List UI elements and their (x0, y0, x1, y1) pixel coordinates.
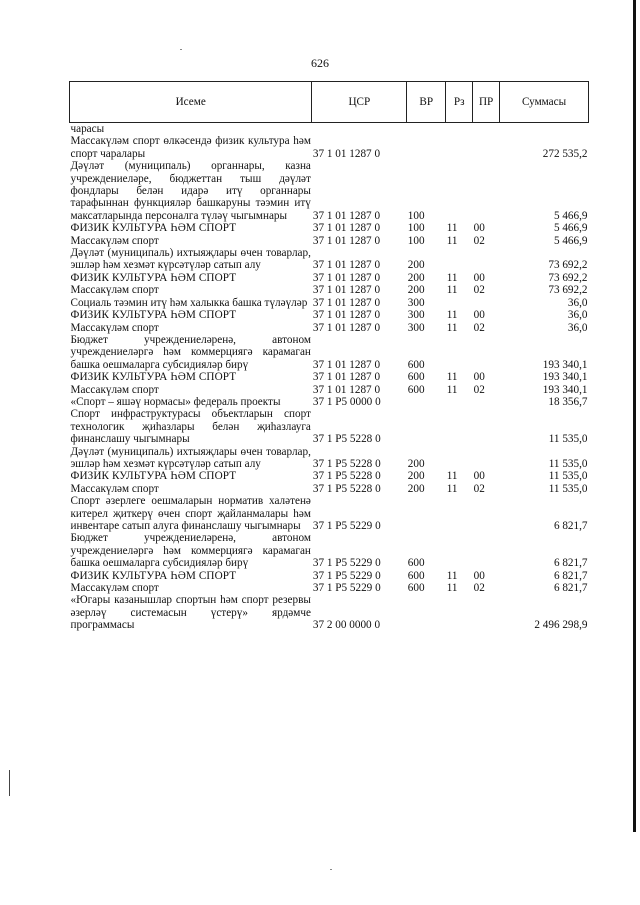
cell-rz (446, 396, 473, 408)
cell-csr: 37 1 P5 5228 0 (312, 470, 381, 483)
cell-name: Массакүләм спорт (70, 582, 159, 595)
cell-rz (446, 247, 473, 272)
cell-csr: 37 1 P5 5229 0 (312, 520, 381, 532)
cell-pr: 02 (473, 582, 485, 595)
cell-sum: 5 466,9 (553, 234, 588, 247)
scan-mark (9, 770, 10, 796)
cell-sum: 6 821,7 (553, 582, 588, 595)
cell-csr: 37 1 01 1287 0 (312, 358, 381, 371)
cell-rz (446, 297, 473, 309)
cell-csr: 37 1 01 1287 0 (312, 284, 381, 297)
cell-rz: 11 (446, 582, 458, 595)
cell-rz (446, 532, 473, 569)
cell-vr: 300 (407, 321, 425, 334)
scan-dust (330, 869, 332, 870)
cell-pr: 02 (473, 482, 485, 495)
cell-vr (407, 123, 446, 136)
cell-sum: 6 821,7 (553, 520, 588, 532)
cell-vr (407, 408, 446, 445)
cell-pr: 02 (473, 284, 485, 297)
cell-pr: 00 (473, 309, 485, 322)
cell-rz: 11 (446, 569, 458, 582)
cell-name: Спорт инфраструктурасы объектларын спорт технологик җиһазлары белән җиһазлауга финанслашу чыгымнары (70, 408, 311, 446)
cell-vr: 100 (407, 234, 425, 247)
table-row (70, 322, 589, 334)
cell-rz: 11 (446, 383, 458, 396)
page-edge-shadow (633, 0, 636, 832)
cell-rz (446, 123, 473, 136)
cell-sum: 272 535,2 (542, 147, 588, 160)
cell-name: Массакүләм спорт (70, 321, 159, 334)
cell-vr (407, 495, 446, 532)
cell-name: Спорт әзерлеге оешмаларын норматив халәтенә китерел җиткерү өчен спорт җайланмалары һәм инвентаре сатып алуга финанслашу чыгымнары (70, 495, 311, 532)
cell-sum: 5 466,9 (553, 209, 588, 222)
cell-pr: 00 (473, 569, 485, 582)
cell-rz (446, 495, 473, 532)
cell-name: ФИЗИК КУЛЬТУРА ҺӘМ СПОРТ (70, 470, 237, 483)
cell-sum: 5 466,9 (553, 222, 588, 235)
cell-pr (473, 247, 500, 272)
cell-vr: 600 (407, 383, 425, 396)
cell-sum: 36,0 (567, 321, 588, 334)
cell-vr: 200 (407, 470, 425, 483)
cell-pr: 00 (473, 222, 485, 235)
cell-name: Дәүләт (муниципаль) ихтыяҗлары өчен товарлар, эшләр һәм хезмәт күрсәтүләр сатып алу (70, 247, 311, 272)
cell-csr: 37 1 01 1287 0 (312, 371, 381, 384)
cell-pr (473, 446, 500, 471)
cell-name: Массакүләм спорт (70, 383, 159, 396)
cell-pr (473, 408, 500, 445)
cell-pr: 00 (473, 371, 485, 384)
cell-csr: 37 1 01 1287 0 (312, 209, 381, 222)
cell-csr: 37 1 01 1287 0 (312, 234, 381, 247)
cell-rz: 11 (446, 222, 458, 235)
cell-vr: 600 (407, 569, 425, 582)
cell-rz: 11 (446, 470, 458, 483)
column-header-vr: ВР (407, 82, 446, 123)
cell-csr: 37 1 P5 5229 0 (312, 569, 381, 582)
table-row (70, 594, 589, 631)
column-header-csr: ЦСР (312, 82, 407, 123)
cell-sum: 73 692,2 (548, 259, 588, 272)
cell-rz: 11 (446, 271, 458, 284)
cell-sum: 11 535,0 (548, 457, 588, 470)
budget-table (69, 81, 589, 632)
cell-vr: 100 (407, 209, 425, 222)
cell-vr: 200 (407, 259, 425, 272)
cell-pr (473, 495, 500, 532)
cell-name: ФИЗИК КУЛЬТУРА ҺӘМ СПОРТ (70, 309, 237, 322)
cell-rz: 11 (446, 371, 458, 384)
cell-pr: 02 (473, 383, 485, 396)
cell-name: ФИЗИК КУЛЬТУРА ҺӘМ СПОРТ (70, 371, 237, 384)
cell-rz: 11 (446, 284, 458, 297)
table-row (70, 495, 589, 532)
table-row (70, 532, 589, 569)
cell-sum: 193 340,1 (542, 358, 588, 371)
cell-csr: 37 1 P5 5229 0 (312, 557, 381, 570)
cell-csr: 37 1 P5 5229 0 (312, 582, 381, 595)
table-row (70, 408, 589, 445)
cell-vr: 200 (407, 284, 425, 297)
table-row (70, 371, 589, 383)
cell-sum: 6 821,7 (553, 557, 588, 570)
cell-rz (446, 135, 473, 160)
cell-name: ФИЗИК КУЛЬТУРА ҺӘМ СПОРТ (70, 271, 237, 284)
cell-sum: 18 356,7 (548, 395, 588, 408)
cell-csr: 37 1 01 1287 0 (312, 296, 381, 309)
table-row (70, 470, 589, 482)
cell-vr: 200 (407, 457, 425, 470)
table-row (70, 272, 589, 284)
cell-vr: 300 (407, 309, 425, 322)
table-row (70, 570, 589, 582)
cell-pr (473, 594, 500, 631)
column-header-sum: Суммасы (500, 82, 589, 123)
table-row (70, 123, 589, 136)
cell-name: ФИЗИК КУЛЬТУРА ҺӘМ СПОРТ (70, 222, 237, 235)
cell-rz: 11 (446, 482, 458, 495)
column-header-pr: ПР (473, 82, 500, 123)
cell-name: чарасы (70, 123, 105, 135)
cell-csr (312, 123, 407, 136)
cell-name: Дәүләт (муниципаль) органнары, казна учреждениеләре, бюджеттан тыш дәүләт фондлары белән идарә итү органнары тарафыннан функцияләр башкаруны тәэмин итү максатларында персоналга түләү чыгымнары (70, 160, 311, 222)
cell-sum (500, 123, 589, 136)
cell-pr (473, 297, 500, 309)
cell-csr: 37 1 01 1287 0 (312, 271, 381, 284)
cell-rz: 11 (446, 234, 458, 247)
cell-sum: 193 340,1 (542, 383, 588, 396)
cell-pr: 02 (473, 234, 485, 247)
table-row (70, 396, 589, 408)
cell-sum: 11 535,0 (548, 470, 588, 483)
cell-name: «Спорт – яшәү нормасы» федераль проекты (70, 395, 281, 408)
cell-name: Массакүләм спорт (70, 234, 159, 247)
cell-name: Социаль тәэмин итү һәм халыкка башка түләүләр (70, 296, 308, 309)
cell-csr: 37 1 P5 0000 0 (312, 395, 381, 408)
cell-rz: 11 (446, 309, 458, 322)
cell-pr: 02 (473, 321, 485, 334)
table-row (70, 284, 589, 296)
table-header (70, 82, 589, 123)
cell-rz (446, 334, 473, 371)
cell-name: ФИЗИК КУЛЬТУРА ҺӘМ СПОРТ (70, 569, 237, 582)
table-row (70, 160, 589, 222)
cell-rz (446, 408, 473, 445)
table-row (70, 222, 589, 234)
cell-sum: 36,0 (567, 296, 588, 309)
cell-csr: 37 1 01 1287 0 (312, 259, 381, 272)
cell-rz (446, 160, 473, 222)
cell-name: Массакүләм спорт (70, 482, 159, 495)
cell-vr: 600 (407, 371, 425, 384)
cell-csr: 37 1 P5 5228 0 (312, 433, 381, 446)
cell-vr: 600 (407, 358, 425, 371)
cell-pr (473, 123, 500, 136)
table-row (70, 483, 589, 495)
cell-sum: 193 340,1 (542, 371, 588, 384)
cell-sum: 73 692,2 (548, 271, 588, 284)
cell-vr (407, 135, 446, 160)
cell-sum: 36,0 (567, 309, 588, 322)
cell-pr (473, 532, 500, 569)
cell-sum: 6 821,7 (553, 569, 588, 582)
cell-vr: 600 (407, 582, 425, 595)
cell-csr: 37 1 01 1287 0 (312, 222, 381, 235)
column-header-rz: Рз (446, 82, 473, 123)
table-row (70, 247, 589, 272)
cell-vr: 600 (407, 557, 425, 570)
table-row (70, 384, 589, 396)
cell-name: «Югары казанышлар спортын һәм спорт резервы әзерләү системасын үстерү» ярдәмче программасы (70, 594, 311, 632)
cell-sum: 73 692,2 (548, 284, 588, 297)
table-row (70, 297, 589, 309)
cell-pr: 00 (473, 470, 485, 483)
cell-name: Массакүләм спорт (70, 284, 159, 297)
cell-pr: 00 (473, 271, 485, 284)
cell-csr: 37 1 01 1287 0 (312, 309, 381, 322)
cell-csr: 37 2 00 0000 0 (312, 619, 381, 632)
table-row (70, 582, 589, 594)
cell-sum: 11 535,0 (548, 433, 588, 446)
cell-name: Бюджет учреждениеләренә, автоном учреждениеләргә һәм коммерциягә карамаган башка оешмаларга субсидияләр бирү (70, 333, 311, 371)
cell-csr: 37 1 P5 5228 0 (312, 482, 381, 495)
page-number: 626 (311, 56, 329, 70)
cell-csr: 37 1 01 1287 0 (312, 147, 381, 160)
cell-pr (473, 135, 500, 160)
cell-rz (446, 446, 473, 471)
cell-vr: 100 (407, 222, 425, 235)
table-row (70, 235, 589, 247)
cell-pr (473, 396, 500, 408)
cell-pr (473, 160, 500, 222)
cell-rz: 11 (446, 321, 458, 334)
cell-name: Дәүләт (муниципаль) ихтыяҗлары өчен товарлар, эшләр һәм хезмәт күрсәтүләр сатып алу (70, 445, 311, 470)
cell-sum: 11 535,0 (548, 482, 588, 495)
cell-csr: 37 1 P5 5228 0 (312, 457, 381, 470)
cell-csr: 37 1 01 1287 0 (312, 321, 381, 334)
table-row (70, 135, 589, 160)
table-row (70, 334, 589, 371)
cell-name: Массакүләм спорт өлкәсендә физик культура һәм спорт чаралары (70, 135, 311, 160)
cell-csr: 37 1 01 1287 0 (312, 383, 381, 396)
cell-vr (407, 396, 446, 408)
cell-pr (473, 334, 500, 371)
table-row (70, 309, 589, 321)
table-body (70, 123, 589, 632)
column-header-name: Исеме (70, 82, 312, 123)
cell-vr: 200 (407, 271, 425, 284)
cell-sum: 2 496 298,9 (534, 619, 588, 632)
cell-name: Бюджет учреждениеләренә, автоном учреждениеләргә һәм коммерциягә карамаган башка оешмаларга субсидияләр бирү (70, 532, 311, 570)
scan-dust (180, 49, 182, 50)
cell-vr: 200 (407, 482, 425, 495)
table-row (70, 446, 589, 471)
cell-vr: 300 (407, 296, 425, 309)
cell-vr (407, 594, 446, 631)
cell-rz (446, 594, 473, 631)
